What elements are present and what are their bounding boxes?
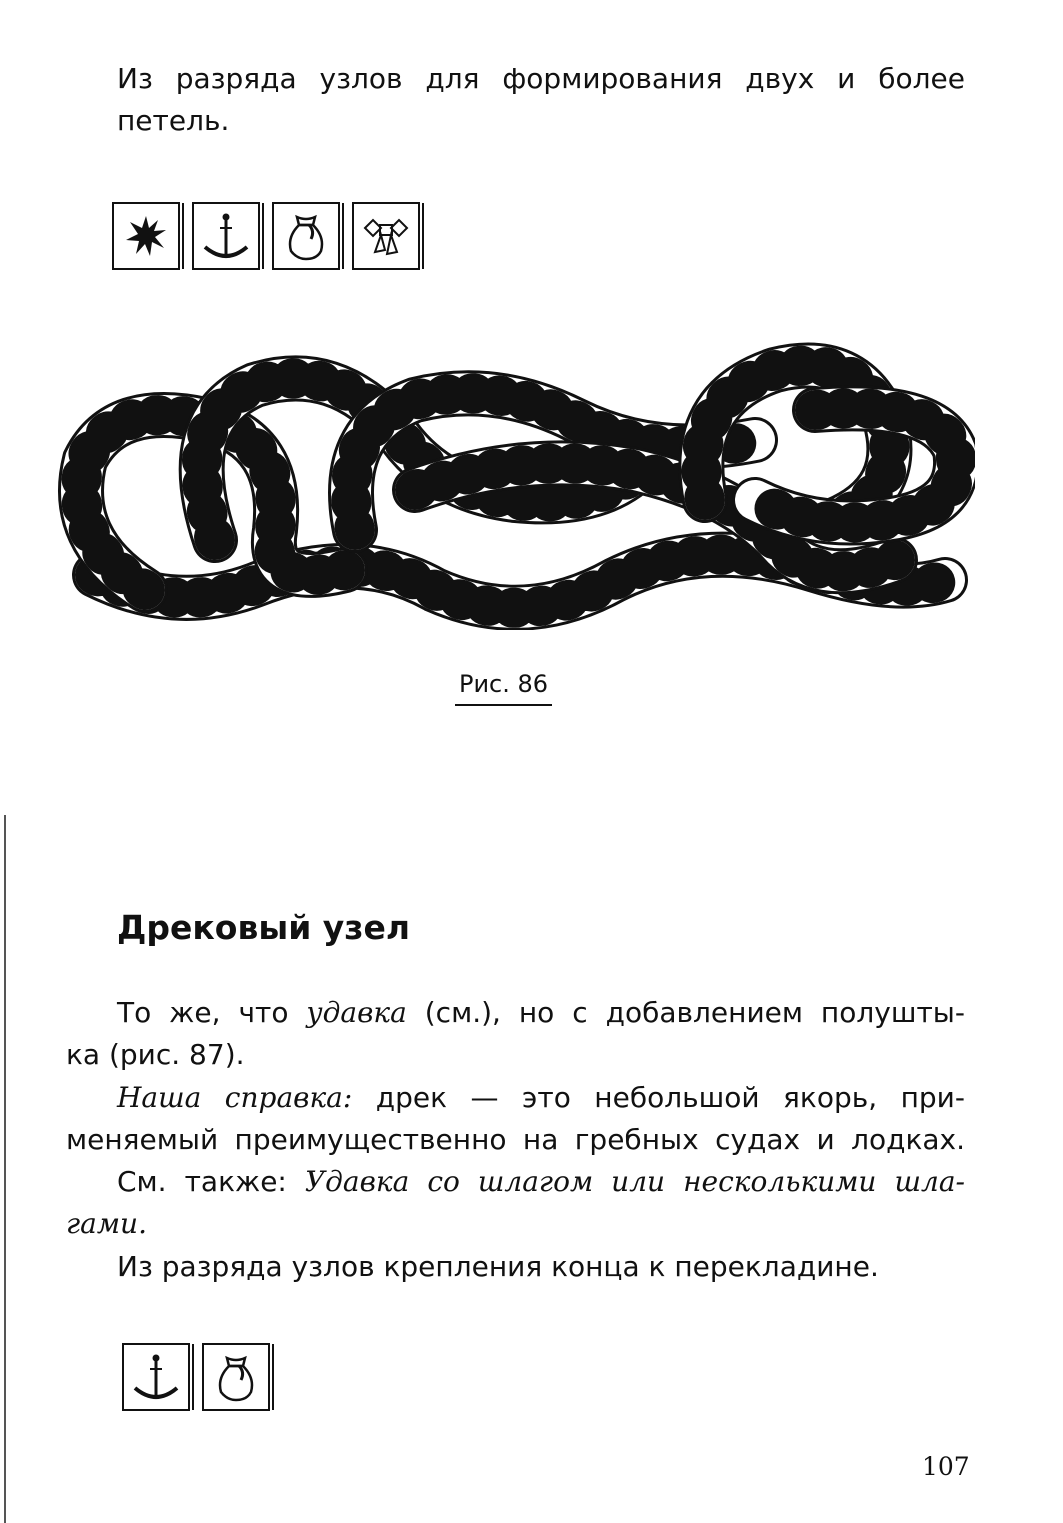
see-also-link[interactable]: гами. [66,1207,147,1240]
paragraph-line: То же, что удавка (см.), но с добавлением полушты- [117,996,965,1029]
sack-icon [202,1343,270,1411]
knot-illustration [55,340,975,630]
anchor-icon [122,1343,190,1411]
knot-category-icons-bottom [122,1343,270,1411]
sack-icon [272,202,340,270]
note-line: меняемый преимущественно на гребных судах и лодках. [66,1123,965,1156]
note-line: Наша справка: дрек — это небольшой якорь, при- [117,1081,965,1114]
scan-edge-line [4,815,6,1523]
paragraph-line: ка (рис. 87). [66,1038,245,1071]
category-line: Из разряда узлов крепления конца к перекладине. [117,1250,879,1283]
bow-icon [352,202,420,270]
intro-line-2: петель. [117,104,230,137]
see-also-line [66,1203,965,1245]
anchor-icon [192,202,260,270]
see-also-link[interactable]: Удавка со шлагом или несколькими шла- [304,1165,965,1198]
figure-caption: Рис. 86 [455,670,552,706]
section-title: Дрековый узел [117,908,411,947]
knot-category-icons-top [112,202,420,270]
see-also-line: См. также: Удавка со шлагом или несколькими шла- [117,1165,965,1198]
page-number: 107 [922,1452,970,1481]
intro-line-1: Из разряда узлов для формирования двух и более [117,62,965,95]
cross-reference-link[interactable]: удавка [306,996,407,1029]
explosion-star-icon [112,202,180,270]
